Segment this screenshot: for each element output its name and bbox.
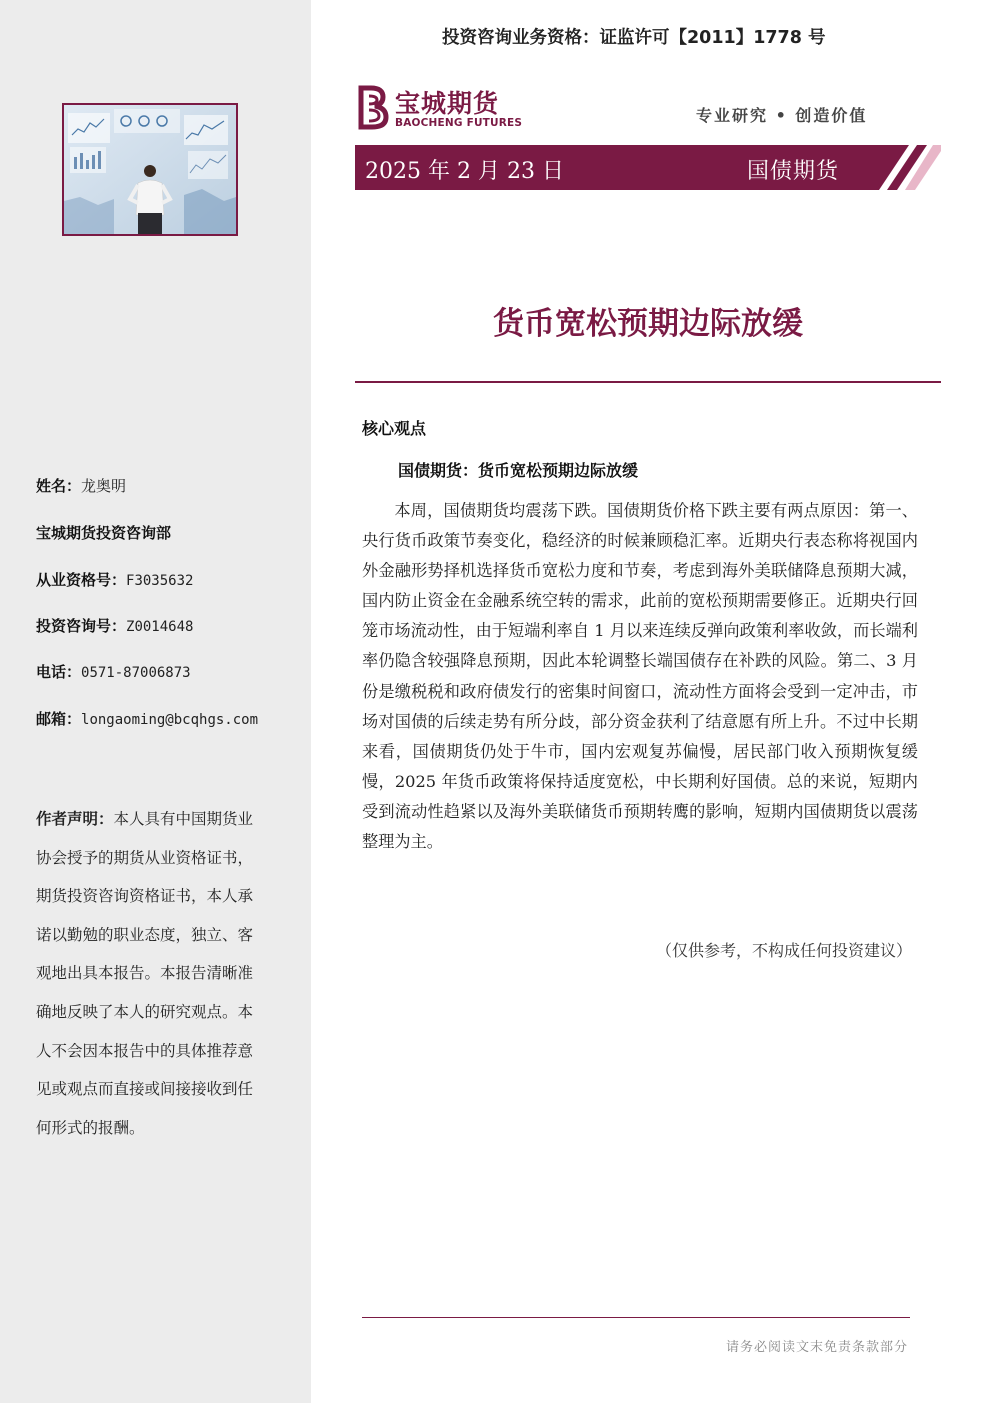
email-label: 邮箱：	[36, 710, 82, 728]
phone-number: 0571-87006873	[81, 665, 191, 681]
report-category: 国债期货	[747, 159, 840, 184]
sidebar	[0, 0, 311, 1403]
businessman-dashboard-illustration	[64, 105, 236, 234]
department-name: 宝城期货投资咨询部	[36, 524, 172, 542]
advisory-label: 投资咨询号：	[36, 617, 127, 635]
license-number: F3035632	[126, 573, 194, 589]
report-date: 2025 年 2 月 23 日	[365, 159, 564, 184]
core-viewpoint-body: 本周，国债期货均震荡下跌。国债期货价格下跌主要有两点原因：第一、央行货币政策节奏变化，稳经济的时候兼顾稳汇率。近期央行表态称将视国内外金融形势择机选择货币宽松力度和节奏，考虑到海外美联储降息预期大减，国内防止资金在金融系统空转的需求，此前的宽松预期需要修正。近期央行回笼市场流动性，由于短端利率自 1 月以来连续反弹向政策利率收敛，而长端利率仍隐含较强降息预期，因此本轮调整长端国债存在补跌的风险。第二、3 月份是缴税税和政府债发行的密集时间窗口，流动性方面将会受到一定冲击，市场对国债的后续走势有所分歧，部分资金获利了结意愿有所上升。不过中长期来看，国债期货仍处于牛市，国内宏观复苏偏慢，居民部门收入预期恢复缓慢，2025 年货币政策将保持适度宽松，中长期利好国债。总的来说，短期内受到流动性趋紧以及海外美联储货币预期转鹰的影响，短期内国债期货以震荡整理为主。	[362, 501, 918, 852]
core-viewpoint-heading: 核心观点	[362, 419, 427, 438]
logo-english-name: BAOCHENG FUTURES	[395, 117, 523, 129]
title-divider	[355, 381, 941, 383]
author-name-row	[36, 476, 126, 496]
company-logo	[355, 84, 525, 134]
cover-image	[62, 103, 238, 236]
investment-disclaimer: （仅供参考，不构成任何投资建议）	[655, 941, 912, 960]
report-title: 货币宽松预期边际放缓	[493, 306, 803, 342]
company-slogan: 专业研究 • 创造价值	[696, 106, 868, 125]
statement-label: 作者声明：	[36, 810, 114, 828]
qualification-notice: 投资咨询业务资格：证监许可【2011】1778 号	[442, 28, 826, 48]
advisory-row	[36, 616, 193, 637]
email-row	[36, 709, 258, 730]
license-label: 从业资格号：	[36, 571, 127, 589]
logo-chinese-name: 宝城期货	[395, 89, 500, 118]
department-row	[36, 523, 171, 543]
footer-disclaimer-note: 请务必阅读文末免责条款部分	[725, 1340, 908, 1355]
logo-emblem-icon	[355, 84, 391, 130]
statement-text: 本人具有中国期货业协会授予的期货从业资格证书，期货投资咨询资格证书，本人承诺以勤勉的职业态度，独立、客观地出具本报告。本报告清晰准确地反映了本人的研究观点。本人不会因本报告中的具体推荐意见或观点而直接或间接接收到任何形式的报酬。	[36, 810, 254, 1137]
advisory-number: Z0014648	[126, 619, 194, 635]
footer-divider	[362, 1317, 910, 1318]
name-label: 姓名：	[36, 477, 82, 495]
license-row	[36, 570, 193, 591]
core-viewpoint-subheading: 国债期货：货币宽松预期边际放缓	[398, 461, 639, 480]
phone-label: 电话：	[36, 663, 82, 681]
author-statement	[36, 800, 268, 1147]
phone-row	[36, 662, 191, 683]
author-name: 龙奥明	[81, 477, 127, 495]
email-address[interactable]: longaoming@bcqhgs.com	[81, 712, 259, 728]
date-banner	[355, 145, 941, 190]
